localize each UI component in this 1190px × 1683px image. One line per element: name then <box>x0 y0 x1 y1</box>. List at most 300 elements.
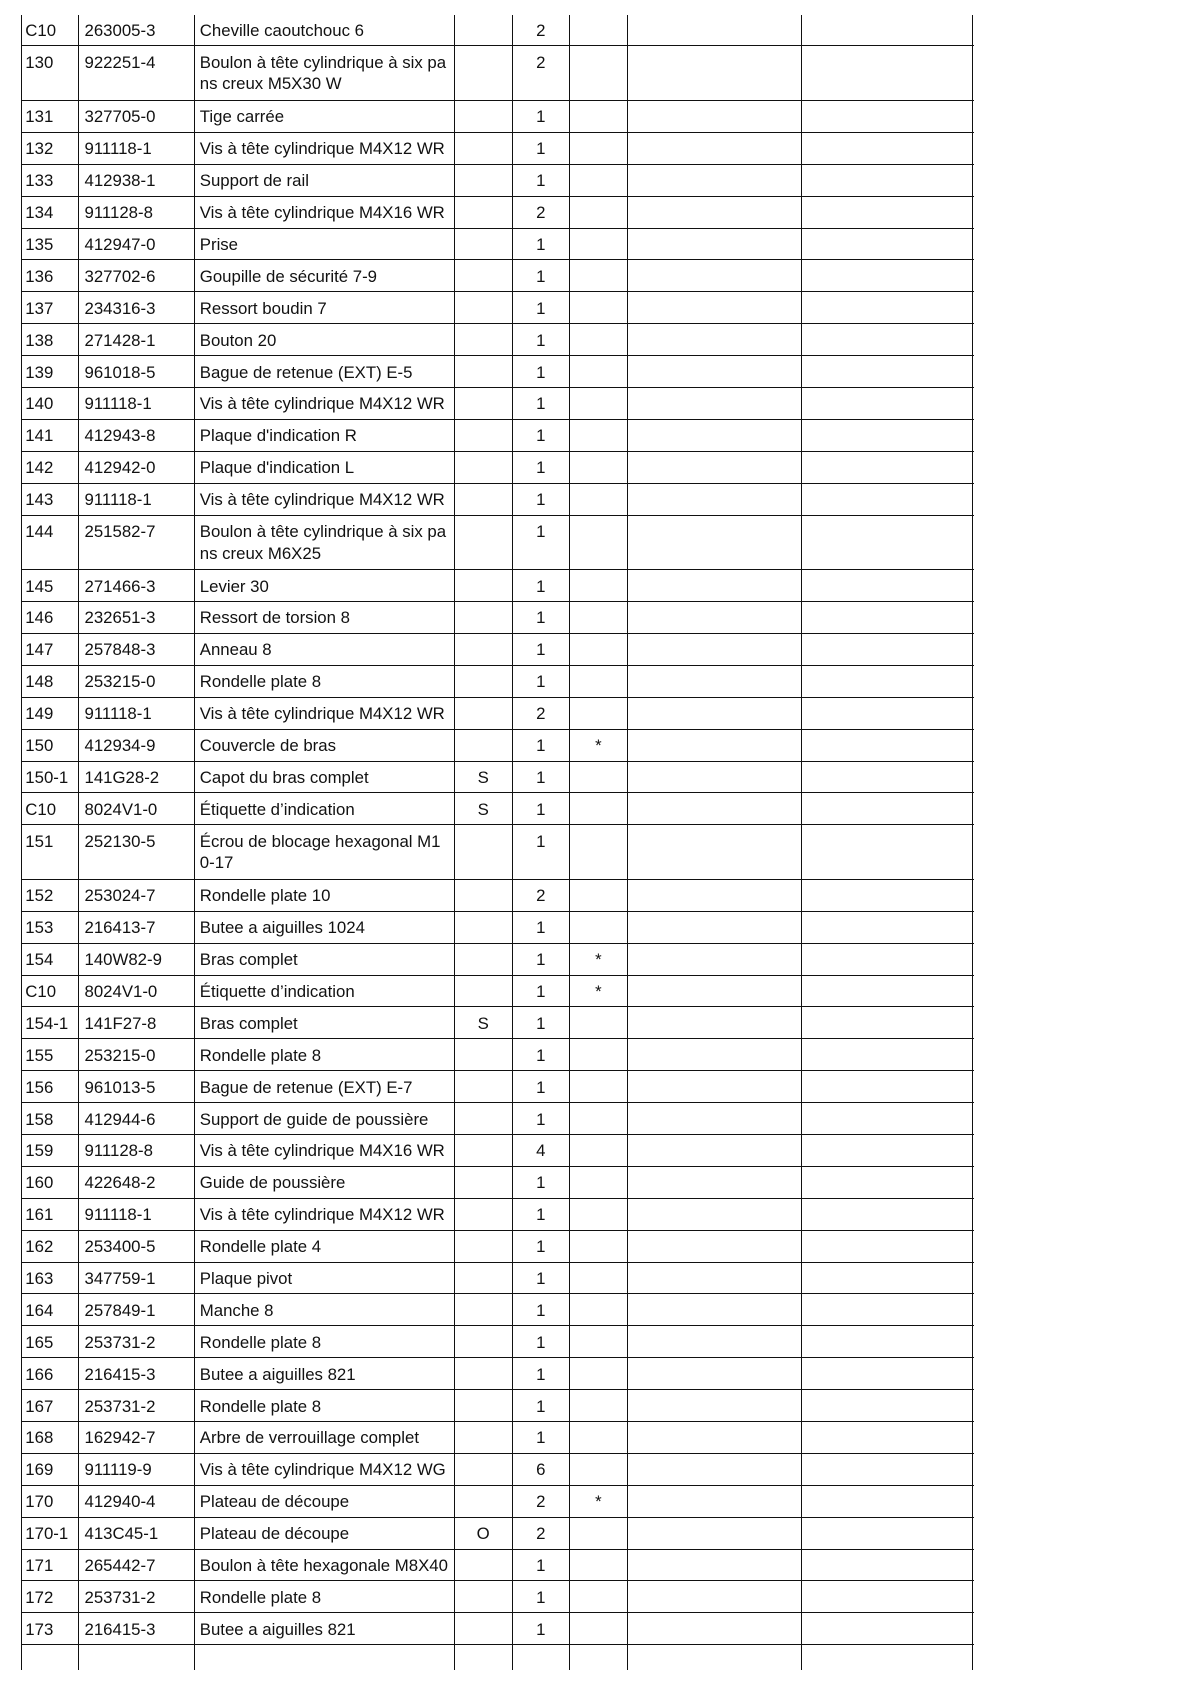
cell-description: Vis à tête cylindrique M4X12 WR <box>195 484 455 515</box>
cell-mark <box>570 356 628 387</box>
cell-description: Butee a aiguilles 821 <box>195 1613 455 1644</box>
table-row <box>21 452 974 484</box>
cell-mark <box>570 1422 628 1453</box>
cell-item-number: 151 <box>21 825 80 879</box>
cell-quantity: 1 <box>513 1613 570 1644</box>
table-row <box>21 229 974 261</box>
cell-blank <box>802 165 973 196</box>
cell-description: Couvercle de bras <box>195 730 455 761</box>
cell-blank <box>628 1550 802 1581</box>
cell-mark <box>570 666 628 697</box>
cell-note <box>455 420 513 451</box>
cell-note <box>455 730 513 761</box>
cell-blank <box>802 324 973 355</box>
cell-mark <box>570 1518 628 1549</box>
cell-note <box>455 15 513 46</box>
cell-part-number: 140W82-9 <box>79 944 194 975</box>
cell-item-number: 146 <box>21 602 80 633</box>
cell-blank <box>802 1263 973 1294</box>
cell-item-number: 162 <box>21 1231 80 1262</box>
cell-quantity: 1 <box>513 666 570 697</box>
cell-mark <box>570 292 628 323</box>
cell-part-number: 413C45-1 <box>79 1518 194 1549</box>
cell-blank <box>628 698 802 729</box>
cell-description: Boulon à tête cylindrique à six pa ns creux M5X30 W <box>195 46 455 100</box>
cell-mark <box>570 1231 628 1262</box>
cell-description: Rondelle plate 8 <box>195 1581 455 1612</box>
cell-blank <box>628 1039 802 1070</box>
cell-quantity: 2 <box>513 197 570 228</box>
cell-blank <box>628 1199 802 1230</box>
cell-part-number: 253731-2 <box>79 1390 194 1421</box>
cell-blank <box>628 1358 802 1389</box>
cell-note <box>455 666 513 697</box>
cell-blank <box>628 976 802 1007</box>
cell-blank <box>628 101 802 132</box>
cell-note <box>455 698 513 729</box>
cell-description: Levier 30 <box>195 570 455 601</box>
cell-blank <box>802 229 973 260</box>
cell-item-number: 140 <box>21 388 80 419</box>
cell-item-number: 133 <box>21 165 80 196</box>
cell-blank <box>802 1199 973 1230</box>
cell-blank <box>802 944 973 975</box>
cell-item-number: 150 <box>21 730 80 761</box>
cell-item-number: 131 <box>21 101 80 132</box>
cell-blank <box>628 880 802 911</box>
cell-note <box>455 1135 513 1166</box>
cell-part-number: 253400-5 <box>79 1231 194 1262</box>
cell-item-number: 173 <box>21 1613 80 1644</box>
cell-note <box>455 452 513 483</box>
cell-description: Vis à tête cylindrique M4X12 WR <box>195 388 455 419</box>
table-row <box>21 1581 974 1613</box>
cell-item-number: 161 <box>21 1199 80 1230</box>
cell-note <box>455 516 513 570</box>
cell-note: O <box>455 1518 513 1549</box>
table-row <box>21 634 974 666</box>
cell-mark <box>570 634 628 665</box>
cell-note <box>455 1454 513 1485</box>
cell-note <box>455 1486 513 1517</box>
cell-quantity: 1 <box>513 634 570 665</box>
cell-blank <box>802 793 973 824</box>
cell-item-number: 154-1 <box>21 1007 80 1038</box>
cell-blank <box>802 133 973 164</box>
cell-note: S <box>455 762 513 793</box>
table-row <box>21 484 974 516</box>
table-row <box>21 292 974 324</box>
cell-mark <box>570 570 628 601</box>
cell-blank <box>802 1294 973 1325</box>
cell-blank <box>628 484 802 515</box>
cell-note <box>455 634 513 665</box>
cell-quantity: 2 <box>513 698 570 729</box>
cell-mark <box>570 260 628 291</box>
cell-blank <box>628 46 802 100</box>
cell-mark <box>570 1454 628 1485</box>
table-row <box>21 912 974 944</box>
cell-part-number: 412940-4 <box>79 1486 194 1517</box>
cell-blank <box>802 1326 973 1357</box>
cell-quantity: 2 <box>513 880 570 911</box>
cell-quantity: 2 <box>513 46 570 100</box>
cell-item-number: 169 <box>21 1454 80 1485</box>
table-row <box>21 15 974 47</box>
cell-mark <box>570 1326 628 1357</box>
table-row <box>21 1390 974 1422</box>
cell-note <box>455 1263 513 1294</box>
cell-mark <box>570 825 628 879</box>
cell-blank <box>628 292 802 323</box>
cell-description: Écrou de blocage hexagonal M1 0-17 <box>195 825 455 879</box>
cell-mark: * <box>570 944 628 975</box>
cell-part-number: 253215-0 <box>79 666 194 697</box>
cell-part-number: 141G28-2 <box>79 762 194 793</box>
cell-description: Vis à tête cylindrique M4X16 WR <box>195 1135 455 1166</box>
cell-quantity: 1 <box>513 730 570 761</box>
cell-item-number: 139 <box>21 356 80 387</box>
cell-note <box>455 1358 513 1389</box>
cell-blank <box>802 101 973 132</box>
cell-mark <box>570 762 628 793</box>
cell-part-number: 216415-3 <box>79 1358 194 1389</box>
cell-part-number: 412938-1 <box>79 165 194 196</box>
table-row <box>21 1454 974 1486</box>
cell-quantity: 1 <box>513 825 570 879</box>
cell-quantity: 1 <box>513 944 570 975</box>
cell-blank <box>628 356 802 387</box>
cell-blank <box>802 880 973 911</box>
table-row <box>21 1358 974 1390</box>
cell-note <box>455 356 513 387</box>
cell-blank <box>628 1454 802 1485</box>
cell-blank <box>628 944 802 975</box>
cell-item-number: 163 <box>21 1263 80 1294</box>
cell-mark <box>570 1263 628 1294</box>
cell-blank <box>628 762 802 793</box>
table-row <box>21 880 974 912</box>
cell-blank <box>802 1454 973 1485</box>
cell-item-number: 135 <box>21 229 80 260</box>
cell-mark <box>570 1039 628 1070</box>
cell-part-number: 327702-6 <box>79 260 194 291</box>
cell-quantity: 1 <box>513 1581 570 1612</box>
table-row <box>21 666 974 698</box>
cell-description: Rondelle plate 8 <box>195 1390 455 1421</box>
cell-quantity: 6 <box>513 1454 570 1485</box>
cell-note <box>455 229 513 260</box>
cell-part-number: 253024-7 <box>79 880 194 911</box>
table-row <box>21 762 974 794</box>
cell-description: Étiquette d’indication <box>195 793 455 824</box>
cell-item-number: 147 <box>21 634 80 665</box>
cell-description: Vis à tête cylindrique M4X16 WR <box>195 197 455 228</box>
cell-note <box>455 101 513 132</box>
cell-item-number: 138 <box>21 324 80 355</box>
table-row <box>21 1294 974 1326</box>
cell-mark <box>570 1613 628 1644</box>
cell-blank <box>802 1613 973 1644</box>
cell-part-number: 251582-7 <box>79 516 194 570</box>
cell-mark <box>570 602 628 633</box>
table-row <box>21 1613 974 1645</box>
table-row <box>21 1007 974 1039</box>
cell-description: Butee a aiguilles 1024 <box>195 912 455 943</box>
cell-note <box>455 484 513 515</box>
parts-table <box>21 15 974 1671</box>
cell-part-number: 252130-5 <box>79 825 194 879</box>
cell-mark <box>570 1167 628 1198</box>
cell-blank <box>802 420 973 451</box>
cell-mark <box>570 46 628 100</box>
cell-quantity: 1 <box>513 1550 570 1581</box>
cell-part-number: 253731-2 <box>79 1581 194 1612</box>
cell-quantity: 1 <box>513 570 570 601</box>
cell-description: Arbre de verrouillage complet <box>195 1422 455 1453</box>
cell-note <box>455 388 513 419</box>
table-row <box>21 976 974 1008</box>
cell-blank <box>802 1390 973 1421</box>
cell-blank <box>628 1645 802 1670</box>
cell-note: S <box>455 793 513 824</box>
cell-mark <box>570 698 628 729</box>
table-row <box>21 825 974 880</box>
cell-item-number: 172 <box>21 1581 80 1612</box>
cell-blank <box>628 1486 802 1517</box>
cell-description: Rondelle plate 4 <box>195 1231 455 1262</box>
cell-blank <box>802 1167 973 1198</box>
table-row <box>21 260 974 292</box>
cell-blank <box>802 976 973 1007</box>
cell-description: Rondelle plate 8 <box>195 666 455 697</box>
table-row <box>21 1263 974 1295</box>
cell-description: Étiquette d’indication <box>195 976 455 1007</box>
cell-note <box>455 1039 513 1070</box>
cell-description: Bras complet <box>195 1007 455 1038</box>
cell-blank <box>628 452 802 483</box>
cell-description: Capot du bras complet <box>195 762 455 793</box>
cell-quantity: 1 <box>513 229 570 260</box>
cell-note <box>455 46 513 100</box>
cell-quantity: 1 <box>513 388 570 419</box>
cell-note <box>455 1071 513 1102</box>
cell-description: Plaque d'indication R <box>195 420 455 451</box>
cell-item-number: 144 <box>21 516 80 570</box>
cell-blank <box>802 1007 973 1038</box>
cell-part-number: 162942-7 <box>79 1422 194 1453</box>
cell-part-number: 911118-1 <box>79 484 194 515</box>
cell-blank <box>802 1422 973 1453</box>
cell-item-number: C10 <box>21 793 80 824</box>
cell-note <box>455 165 513 196</box>
cell-blank <box>628 1581 802 1612</box>
cell-item-number: 159 <box>21 1135 80 1166</box>
cell-note <box>455 1422 513 1453</box>
cell-blank <box>802 1645 973 1670</box>
cell-quantity: 1 <box>513 1326 570 1357</box>
cell-blank <box>628 666 802 697</box>
cell-blank <box>802 1486 973 1517</box>
cell-blank <box>628 1390 802 1421</box>
cell-description: Goupille de sécurité 7-9 <box>195 260 455 291</box>
cell-item-number: C10 <box>21 15 80 46</box>
cell-item-number: 136 <box>21 260 80 291</box>
cell-part-number: 271428-1 <box>79 324 194 355</box>
cell-mark <box>570 1135 628 1166</box>
table-row <box>21 570 974 602</box>
cell-description: Plaque d'indication L <box>195 452 455 483</box>
cell-mark <box>570 15 628 46</box>
cell-part-number: 412934-9 <box>79 730 194 761</box>
cell-item-number: 152 <box>21 880 80 911</box>
cell-mark <box>570 1581 628 1612</box>
cell-blank <box>802 1358 973 1389</box>
cell-blank <box>628 1326 802 1357</box>
cell-blank <box>628 602 802 633</box>
table-row <box>21 165 974 197</box>
cell-blank <box>802 730 973 761</box>
cell-quantity: 1 <box>513 484 570 515</box>
cell-part-number: 911128-8 <box>79 197 194 228</box>
cell-blank <box>628 229 802 260</box>
cell-blank <box>802 197 973 228</box>
cell-quantity: 1 <box>513 516 570 570</box>
table-row <box>21 1550 974 1582</box>
cell-quantity: 1 <box>513 1167 570 1198</box>
cell-part-number: 412947-0 <box>79 229 194 260</box>
cell-quantity: 1 <box>513 1231 570 1262</box>
cell-blank <box>628 324 802 355</box>
cell-blank <box>628 260 802 291</box>
cell-mark <box>570 1103 628 1134</box>
table-row <box>21 356 974 388</box>
cell-blank <box>802 516 973 570</box>
cell-mark <box>570 229 628 260</box>
cell-blank <box>802 1039 973 1070</box>
cell-blank <box>802 292 973 323</box>
cell-description: Vis à tête cylindrique M4X12 WG <box>195 1454 455 1485</box>
cell-note: S <box>455 1007 513 1038</box>
cell-quantity: 1 <box>513 1294 570 1325</box>
cell-blank <box>628 165 802 196</box>
table-row <box>21 1199 974 1231</box>
cell-quantity: 1 <box>513 260 570 291</box>
cell-description: Bouton 20 <box>195 324 455 355</box>
cell-mark <box>570 165 628 196</box>
cell-item-number: 168 <box>21 1422 80 1453</box>
cell-description: Tige carrée <box>195 101 455 132</box>
cell-quantity: 1 <box>513 912 570 943</box>
cell-blank <box>802 634 973 665</box>
cell-part-number: 327705-0 <box>79 101 194 132</box>
cell-quantity: 1 <box>513 133 570 164</box>
cell-blank <box>802 1103 973 1134</box>
cell-mark <box>570 452 628 483</box>
cell-blank <box>628 1071 802 1102</box>
table-row <box>21 420 974 452</box>
cell-description: Vis à tête cylindrique M4X12 WR <box>195 698 455 729</box>
cell-item-number: 170 <box>21 1486 80 1517</box>
cell-note <box>455 260 513 291</box>
cell-quantity: 2 <box>513 1518 570 1549</box>
cell-item-number: C10 <box>21 976 80 1007</box>
cell-note <box>455 825 513 879</box>
cell-quantity: 1 <box>513 1263 570 1294</box>
cell-blank <box>628 388 802 419</box>
cell-quantity: 1 <box>513 1390 570 1421</box>
cell-description: Manche 8 <box>195 1294 455 1325</box>
cell-mark: * <box>570 1486 628 1517</box>
cell-item-number: 143 <box>21 484 80 515</box>
table-row <box>21 1135 974 1167</box>
cell-description: Guide de poussière <box>195 1167 455 1198</box>
cell-quantity: 1 <box>513 602 570 633</box>
cell-description: Boulon à tête hexagonale M8X40 <box>195 1550 455 1581</box>
cell-item-number: 155 <box>21 1039 80 1070</box>
cell-item-number: 164 <box>21 1294 80 1325</box>
cell-part-number: 253731-2 <box>79 1326 194 1357</box>
cell-mark <box>570 912 628 943</box>
cell-blank <box>802 1518 973 1549</box>
cell-part-number: 911128-8 <box>79 1135 194 1166</box>
cell-part-number: 257848-3 <box>79 634 194 665</box>
cell-note <box>455 1231 513 1262</box>
cell-item-number: 167 <box>21 1390 80 1421</box>
cell-description: Rondelle plate 10 <box>195 880 455 911</box>
table-row <box>21 1518 974 1550</box>
cell-mark: * <box>570 976 628 1007</box>
cell-part-number: 911118-1 <box>79 133 194 164</box>
cell-description: Bague de retenue (EXT) E-5 <box>195 356 455 387</box>
cell-blank <box>628 793 802 824</box>
cell-blank <box>628 197 802 228</box>
cell-part-number: 911118-1 <box>79 388 194 419</box>
cell-blank <box>628 825 802 879</box>
cell-part-number: 412942-0 <box>79 452 194 483</box>
cell-blank <box>628 133 802 164</box>
cell-description: Prise <box>195 229 455 260</box>
cell-item-number: 158 <box>21 1103 80 1134</box>
cell-description: Rondelle plate 8 <box>195 1326 455 1357</box>
cell-description: Cheville caoutchouc 6 <box>195 15 455 46</box>
cell-blank <box>802 570 973 601</box>
cell-blank <box>802 1135 973 1166</box>
table-row <box>21 1486 974 1518</box>
cell-description: Plateau de découpe <box>195 1486 455 1517</box>
cell-note <box>455 602 513 633</box>
cell-item-number: 150-1 <box>21 762 80 793</box>
cell-mark <box>570 1645 628 1670</box>
cell-description: Ressort boudin 7 <box>195 292 455 323</box>
cell-part-number: 911118-1 <box>79 698 194 729</box>
cell-item-number: 149 <box>21 698 80 729</box>
cell-part-number: 911119-9 <box>79 1454 194 1485</box>
cell-item-number: 132 <box>21 133 80 164</box>
cell-note <box>455 1326 513 1357</box>
cell-item-number: 130 <box>21 46 80 100</box>
cell-blank <box>802 666 973 697</box>
cell-blank <box>802 762 973 793</box>
cell-blank <box>802 825 973 879</box>
cell-note <box>455 912 513 943</box>
cell-part-number: 422648-2 <box>79 1167 194 1198</box>
cell-blank <box>628 912 802 943</box>
cell-note <box>455 133 513 164</box>
cell-mark <box>570 880 628 911</box>
cell-blank <box>628 15 802 46</box>
cell-item-number: 142 <box>21 452 80 483</box>
